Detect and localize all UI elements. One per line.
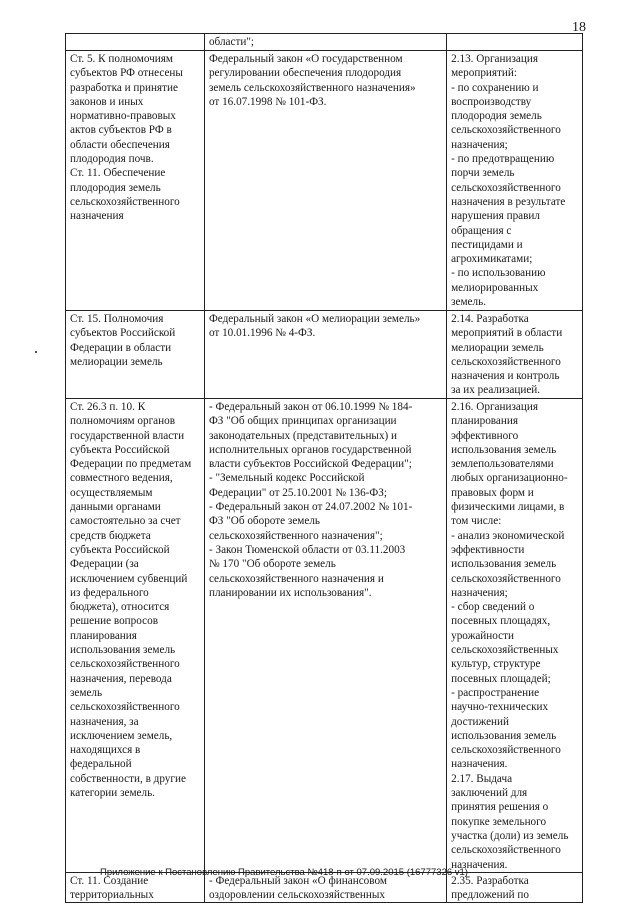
cell-text-line: назначения в результате [451,195,566,208]
cell-text-line: использования земель [70,644,176,657]
cell-authority [66,51,205,311]
cell-measures [447,51,583,311]
cell-text-line: земель. [451,296,487,309]
cell-text-line: за их реализацией. [451,384,541,397]
cell-text-line: урожайности [451,629,514,642]
cell-text-line: данными органами [70,501,161,514]
cell-text-line: сельскохозяйственного назначения"; [208,529,383,542]
cell-text-line: предложений по [451,889,529,902]
cell-text-line: назначения, перевода [70,672,172,685]
cell-text-line: из федерального [70,586,149,599]
cell-text-line: средств бюджета [70,529,151,542]
cell-text-line: находящихся в [70,744,141,757]
table-row [66,34,583,51]
cell-text-line: - сбор сведений о [451,601,535,614]
cell-text-line: мероприятий: [451,67,518,80]
cell-text-line: назначения; [451,138,508,151]
cell-text-line: планировании их использования". [208,586,372,599]
cell-text-line: Федерации в области [70,341,172,354]
cell-text-line: Федерации (за [70,558,139,571]
cell-text-line: Ст. 11. Создание [70,874,149,887]
legal-powers-table [65,33,583,903]
cell-text-line: - "Земельный кодекс Российской [208,472,365,485]
cell-text-line: государственной власти [70,429,185,442]
cell-text-line: Ст. 11. Обеспечение [70,167,166,180]
cell-measures [447,399,583,873]
cell-text-line: назначения. [451,758,508,771]
cell-text-line: 2.13. Организация [451,53,538,65]
cell-text-line: - распространение [451,686,540,699]
cell-text-line: 2.14. Разработка [451,313,529,325]
cell-text-line: эффективного [451,429,519,442]
cell-text-line: актов субъектов РФ в [70,124,172,137]
document-footer: Приложение к Постановлению Правительства №418-п от 07.09.2015 (16777326 v1) [100,867,468,878]
cell-text-line: мелиорации земель [451,341,544,354]
cell-text-line: 2.17. Выдача [451,772,513,785]
cell-text-line: решение вопросов [70,615,158,628]
cell-text-line: - Федеральный закон от 24.07.2002 № 101- [208,501,413,514]
cell-legal-basis [204,399,446,873]
cell-text-line: достижений [451,715,510,728]
cell-text-line: ФЗ "Об общих принципах организации [208,415,397,428]
cell-text-line: собственности, в другие [70,772,186,785]
cell-text-line: земель сельскохозяйственного назначения» [208,81,416,94]
cell-text-line: сельскохозяйственного [70,701,180,714]
cell-text-line: Ст. 26.3 п. 10. К [70,401,146,413]
cell-text-line: обращения с [451,224,512,237]
cell-text-line: Федеральный закон «О государственном [208,53,403,65]
cell-text-line: мелиорации земель [70,355,163,368]
cell-text-line: субъекта Российской [70,543,170,556]
cell-text-line: научно-технических [451,701,549,714]
cell-text-line: совместного ведения, [70,472,173,485]
cell-text-line: оздоровлении сельскохозяйственных [208,889,386,902]
cell-text-line: сельскохозяйственного [451,124,561,137]
cell-authority [66,34,205,51]
cell-legal-basis [204,311,446,399]
cell-text-line: субъектов Российской [70,327,176,340]
cell-text-line: власти субъектов Российской Федерации"; [208,458,412,471]
cell-text-line: Федерации по предметам [70,458,192,471]
cell-text-line: посевных площадей; [451,672,551,685]
cell-text-line: 2.35. Разработка [451,874,529,887]
cell-measures [447,34,583,51]
cell-text-line: посевных площадях, [451,615,551,628]
cell-text-line: - по сохранению и [451,81,539,94]
page-number: 18 [572,20,586,35]
cell-text-line: нормативно-правовых [70,110,176,123]
cell-text-line: исполнительных органов государственной [208,443,412,456]
table-row [66,399,583,873]
cell-text-line: физическими лицами, в [451,501,565,514]
cell-text-line: № 170 "Об обороте земель [208,558,336,571]
cell-text-line: заключений для [451,787,528,800]
cell-text-line: мероприятий в области [451,327,563,340]
cell-text-line: - Федеральный закон «О финансовом [208,874,387,887]
cell-text-line: категории земель. [70,787,155,800]
cell-text-line: сельскохозяйственного назначения и [208,572,384,585]
cell-authority [66,311,205,399]
cell-text-line: полномочиям органов [70,415,176,428]
cell-text-line: - Закон Тюменской области от 03.11.2003 [208,543,406,556]
cell-text-line: от 10.01.1996 № 4-ФЗ. [208,327,316,340]
cell-text-line: покупке земельного [451,815,547,828]
cell-text-line: принятия решения о [451,801,549,814]
cell-text-line: 2.16. Организация [451,401,538,413]
cell-text-line: - по предотвращению [451,153,555,166]
cell-text-line: от 16.07.1998 № 101-ФЗ. [208,95,327,108]
cell-text-line: бюджета), относится [70,601,170,614]
cell-text-line: назначения; [451,586,508,599]
scan-artifact [35,351,37,353]
cell-text-line: Ст. 5. К полномочиям [70,53,174,65]
cell-text-line: землепользователями [451,458,554,471]
cell-text-line: сельскохозяйственного [70,658,180,671]
cell-text-line: участка (доли) из земель [451,829,569,842]
cell-text-line: любых организационно- [451,472,568,485]
table-row [66,311,583,399]
cell-text-line: области"; [208,36,255,48]
cell-text-line: сельскохозяйственных [451,644,559,657]
table-row [66,51,583,311]
cell-text-line: плодородия почв. [70,153,154,166]
cell-text-line: территориальных [70,889,154,902]
cell-text-line: планирования [70,629,137,642]
cell-text-line: Федеральный закон «О мелиорации земель» [208,313,421,325]
cell-authority [66,399,205,873]
cell-legal-basis [204,51,446,311]
cell-text-line: регулировании обеспечения плодородия [208,67,402,80]
cell-text-line: агрохимикатами; [451,253,533,266]
cell-text-line: - Федеральный закон от 06.10.1999 № 184- [208,401,413,413]
cell-text-line: разработка и принятие [70,81,178,94]
cell-measures [447,311,583,399]
cell-text-line: сельскохозяйственного [451,572,561,585]
cell-text-line: эффективности [451,543,525,556]
cell-text-line: самостоятельно за счет [70,515,181,528]
cell-legal-basis [204,34,446,51]
cell-text-line: - по использованию [451,267,546,280]
cell-text-line: правовых форм и [451,486,534,499]
cell-text-line: законов и иных [70,95,144,108]
cell-text-line: законодательных (представительных) и [208,429,398,442]
cell-text-line: субъектов РФ отнесены [70,67,183,80]
cell-text-line: сельскохозяйственного [451,744,561,757]
cell-text-line: сельскохозяйственного [451,181,561,194]
cell-text-line: исключением субвенций [70,572,188,585]
cell-text-line: пестицидами и [451,238,523,251]
cell-text-line: порчи земель [451,167,515,180]
cell-text-line: - анализ экономической [451,529,565,542]
cell-text-line: осуществляемым [70,486,153,499]
cell-text-line: том числе: [451,515,502,528]
cell-text-line: области обеспечения [70,138,170,151]
cell-text-line: назначения. [451,858,508,871]
cell-text-line: плодородия земель [451,110,542,123]
cell-text-line: плодородия земель [70,181,161,194]
cell-text-line: использования земель [451,729,557,742]
cell-text-line: ФЗ "Об обороте земель [208,515,321,528]
cell-text-line: мелиорированных [451,281,539,294]
cell-text-line: культур, структуре [451,658,541,671]
cell-text-line: Федерации" от 25.10.2001 № 136-ФЗ; [208,486,387,499]
cell-text-line: исключением земель, [70,729,173,742]
cell-text-line: назначения [70,210,124,223]
cell-text-line: назначения, за [70,715,139,728]
cell-text-line: сельскохозяйственного [70,195,180,208]
cell-text-line: федеральной [70,758,132,771]
cell-text-line: нарушения правил [451,210,540,223]
cell-text-line: планирования [451,415,519,428]
cell-text-line: сельскохозяйственного [451,844,561,857]
cell-text-line: воспроизводству [451,95,532,108]
cell-text-line: использования земель [451,558,557,571]
cell-text-line: Ст. 15. Полномочия [70,313,164,325]
cell-text-line: сельскохозяйственного [451,355,561,368]
cell-text-line: использования земель [451,443,557,456]
cell-text-line: назначения и контроль [451,370,560,383]
cell-text-line: земель [70,686,103,699]
cell-text-line: субъекта Российской [70,443,170,456]
